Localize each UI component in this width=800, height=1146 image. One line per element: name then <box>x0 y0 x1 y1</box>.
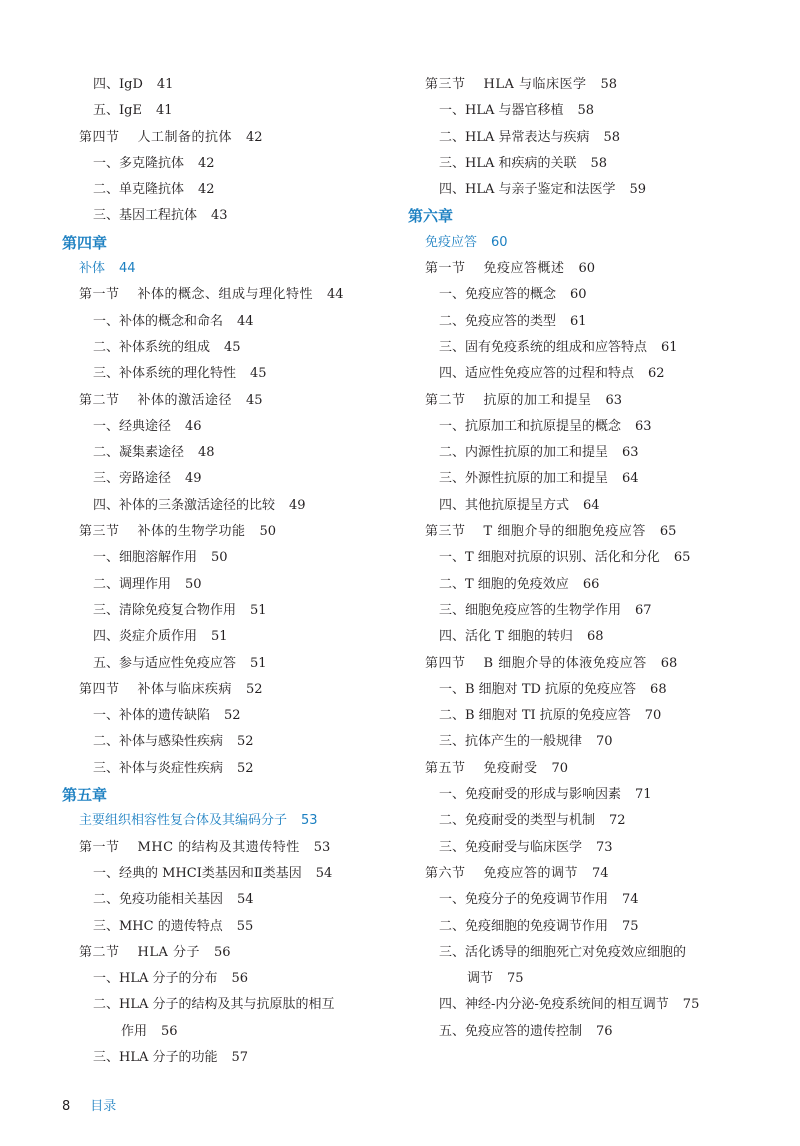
page-ref: 73 <box>596 839 613 855</box>
section-title: 补体的激活途径 <box>137 392 233 408</box>
toc-item-row <box>62 361 432 387</box>
section-title: HLA 分子 <box>137 944 201 960</box>
section-title: 免疫应答的调节 <box>483 865 579 881</box>
entry-title: 二、补体系统的组成 <box>93 339 211 355</box>
toc-item-row <box>408 440 778 466</box>
entry-title: 二、免疫耐受的类型与机制 <box>439 813 596 829</box>
page-ref: 43 <box>211 208 228 224</box>
section-label: 第二节 <box>425 392 466 408</box>
toc-item-row <box>62 151 432 177</box>
page-ref: 57 <box>231 1049 249 1065</box>
toc-item-row <box>62 572 432 598</box>
page-ref: 45 <box>250 366 267 382</box>
entry-title: 一、HLA 与器官移植 <box>439 103 564 119</box>
section-title: 抗原的加工和提呈 <box>483 392 592 408</box>
entry-title: 四、活化 T 细胞的转归 <box>439 629 573 645</box>
toc-item-row <box>408 282 778 308</box>
entry-title: 一、HLA 分子的分布 <box>93 971 218 987</box>
toc-right-column <box>408 72 778 1045</box>
page-ref: 49 <box>185 471 202 487</box>
toc-item-row <box>408 361 778 387</box>
entry-title: 一、经典途径 <box>93 418 172 434</box>
toc-item-row <box>62 703 432 729</box>
toc-section-row <box>62 125 432 151</box>
page-ref: 52 <box>237 760 254 776</box>
entry-title: 二、补体与感染性疾病 <box>93 734 224 750</box>
toc-section-row <box>408 388 778 414</box>
entry-title: 一、细胞溶解作用 <box>93 550 198 566</box>
toc-subject-row <box>408 230 778 256</box>
entry-title: 二、HLA 分子的结构及其与抗原肽的相互 <box>93 997 335 1013</box>
page-ref: 41 <box>155 103 173 119</box>
toc-section-row <box>408 756 778 782</box>
toc-item-row <box>62 335 432 361</box>
entry-title: 四、其他抗原提呈方式 <box>439 497 570 513</box>
toc-section-row <box>408 72 778 98</box>
entry-title: 三、旁路途径 <box>93 471 172 487</box>
toc-subject-row <box>62 808 432 834</box>
entry-title: 二、调理作用 <box>93 576 172 592</box>
section-title: 补体与临床疾病 <box>137 681 233 697</box>
toc-item-row <box>62 651 432 677</box>
toc-item-row <box>408 335 778 361</box>
page-ref: 50 <box>211 550 228 566</box>
section-title: 人工制备的抗体 <box>137 129 233 145</box>
section-title: 免疫应答概述 <box>483 261 565 277</box>
page-ref: 74 <box>592 865 609 881</box>
entry-title: 一、补体的概念和命名 <box>93 313 224 329</box>
entry-title: 一、补体的遗传缺陷 <box>93 708 211 724</box>
entry-title: 四、炎症介质作用 <box>93 629 198 645</box>
chapter-heading: 第六章 <box>408 207 454 226</box>
toc-chapter-row <box>62 782 432 808</box>
page-ref: 68 <box>660 655 678 671</box>
entry-title: 一、抗原加工和抗原提呈的概念 <box>439 418 622 434</box>
page-ref: 51 <box>250 602 267 618</box>
toc-item-row <box>408 729 778 755</box>
page-ref: 52 <box>224 708 241 724</box>
page-ref: 44 <box>327 287 344 303</box>
section-title: MHC 的结构及其遗传特性 <box>137 839 300 855</box>
page-ref: 41 <box>156 77 174 92</box>
toc-section-row <box>62 282 432 308</box>
entry-title: 二、内源性抗原的加工和提呈 <box>439 445 609 461</box>
page-ref: 48 <box>198 445 215 461</box>
section-label: 第六节 <box>425 865 466 881</box>
section-label: 第二节 <box>79 392 120 408</box>
toc-item-row <box>62 624 432 650</box>
toc-item-row <box>62 861 432 887</box>
section-label: 第二节 <box>79 944 120 960</box>
entry-title: 五、参与适应性免疫应答 <box>93 655 237 671</box>
entry-title: 一、B 细胞对 TD 抗原的免疫应答 <box>439 681 637 697</box>
toc-item-row <box>408 151 778 177</box>
toc-item-row <box>62 1045 432 1071</box>
entry-title: 一、经典的 MHCⅠ类基因和Ⅱ类基因 <box>93 865 302 881</box>
toc-section-row <box>408 256 778 282</box>
entry-title: 五、免疫应答的遗传控制 <box>439 1023 583 1039</box>
section-label: 第五节 <box>425 760 466 776</box>
page-ref: 51 <box>250 655 267 671</box>
page-ref: 44 <box>237 313 254 329</box>
toc-item-row <box>408 992 778 1018</box>
toc-item-row <box>62 414 432 440</box>
section-label: 第四节 <box>79 129 120 145</box>
toc-section-row <box>62 835 432 861</box>
page-ref: 68 <box>650 681 667 697</box>
page-ref: 58 <box>577 103 595 119</box>
toc-section-row <box>408 519 778 545</box>
page-ref: 53 <box>301 813 318 829</box>
toc-section-row <box>62 519 432 545</box>
toc-item-row <box>408 782 778 808</box>
entry-title: 一、T 细胞对抗原的识别、活化和分化 <box>439 550 660 566</box>
page-ref: 53 <box>313 839 331 855</box>
footer-label: 目录 <box>90 1099 117 1114</box>
page-ref: 58 <box>603 129 621 145</box>
toc-item-row <box>62 309 432 335</box>
entry-title: 三、清除免疫复合物作用 <box>93 602 237 618</box>
page-ref: 64 <box>583 497 600 513</box>
page-ref: 55 <box>236 918 254 934</box>
toc-item-row <box>408 677 778 703</box>
entry-title: 三、固有免疫系统的组成和应答特点 <box>439 339 648 355</box>
entry-title: 三、抗体产生的一般规律 <box>439 734 583 750</box>
entry-title: 二、单克隆抗体 <box>93 182 185 198</box>
page-ref: 44 <box>119 261 136 277</box>
toc-item-row <box>62 545 432 571</box>
entry-title: 二、B 细胞对 TI 抗原的免疫应答 <box>439 708 631 724</box>
toc-item-row <box>62 966 432 992</box>
section-label: 第三节 <box>79 524 120 540</box>
page-ref: 58 <box>600 77 618 92</box>
page-ref: 68 <box>586 629 604 645</box>
toc-item-row <box>62 729 432 755</box>
toc-item-row <box>408 887 778 913</box>
toc-item-row <box>408 624 778 650</box>
entry-title: 二、免疫应答的类型 <box>439 313 557 329</box>
entry-title: 一、免疫分子的免疫调节作用 <box>439 892 609 908</box>
entry-title: 四、神经-内分泌-免疫系统间的相互调节 <box>439 997 669 1013</box>
page-ref: 60 <box>578 261 596 277</box>
toc-section-row <box>408 861 778 887</box>
entry-title: 五、IgE <box>93 103 142 119</box>
entry-title: 补体 <box>79 261 106 277</box>
entry-title: 三、补体系统的理化特性 <box>93 366 237 382</box>
page-ref: 60 <box>491 234 508 250</box>
page-footer <box>62 1096 116 1118</box>
page-ref: 63 <box>622 445 639 461</box>
section-title: B 细胞介导的体液免疫应答 <box>483 655 647 671</box>
page-ref: 63 <box>635 418 652 434</box>
toc-item-row <box>408 703 778 729</box>
toc-item-row <box>408 177 778 203</box>
toc-item-row <box>62 203 432 229</box>
entry-title: 二、免疫功能相关基因 <box>93 892 224 908</box>
entry-title: 二、HLA 异常表达与疾病 <box>439 129 590 145</box>
entry-title: 三、免疫耐受与临床医学 <box>439 839 583 855</box>
entry-title: 三、细胞免疫应答的生物学作用 <box>439 602 622 618</box>
toc-item-row <box>408 493 778 519</box>
page-ref: 64 <box>622 471 639 487</box>
toc-subject-row <box>62 256 432 282</box>
page-ref: 63 <box>605 392 623 408</box>
toc-item-row <box>62 177 432 203</box>
page-ref: 54 <box>237 892 254 908</box>
toc-item-row <box>408 835 778 861</box>
page-ref: 46 <box>185 418 202 434</box>
toc-item-row <box>62 914 432 940</box>
section-title: HLA 与临床医学 <box>483 77 587 92</box>
entry-title: 一、免疫应答的概念 <box>439 287 557 303</box>
toc-item-row <box>408 914 778 940</box>
page-ref: 70 <box>551 760 569 776</box>
toc-chapter-row <box>62 230 432 256</box>
section-label: 第四节 <box>79 681 120 697</box>
toc-chapter-row <box>408 203 778 229</box>
section-label: 第一节 <box>79 287 120 303</box>
section-label: 第一节 <box>425 261 466 277</box>
section-label: 第三节 <box>425 524 466 540</box>
page-ref: 42 <box>198 182 215 198</box>
page-ref: 75 <box>507 971 524 987</box>
page-ref: 74 <box>622 892 639 908</box>
page-ref: 72 <box>609 813 626 829</box>
page-ref: 75 <box>682 997 700 1013</box>
entry-title: 三、外源性抗原的加工和提呈 <box>439 471 609 487</box>
page-ref: 70 <box>644 708 662 724</box>
entry-title: 一、多克隆抗体 <box>93 155 185 171</box>
entry-title: 三、HLA 和疾病的关联 <box>439 155 577 171</box>
page-ref: 51 <box>211 629 228 645</box>
entry-title: 二、凝集素途径 <box>93 445 185 461</box>
page-ref: 62 <box>648 366 665 382</box>
section-title: 补体的生物学功能 <box>137 524 246 540</box>
entry-title: 三、HLA 分子的功能 <box>93 1049 218 1065</box>
page-ref: 45 <box>224 339 241 355</box>
page-ref: 58 <box>590 155 608 171</box>
page-ref: 71 <box>635 787 652 803</box>
page-ref: 66 <box>582 576 600 592</box>
section-label: 第一节 <box>79 839 120 855</box>
toc-item-row <box>62 98 432 124</box>
toc-item-row <box>408 598 778 624</box>
entry-title: 三、活化诱导的细胞死亡对免疫效应细胞的 <box>439 944 687 960</box>
toc-item-row <box>62 440 432 466</box>
toc-item-row <box>408 466 778 492</box>
toc-item-row <box>62 72 432 98</box>
toc-item-row <box>408 98 778 124</box>
toc-item-row <box>408 940 778 966</box>
entry-title: 三、MHC 的遗传特点 <box>93 918 223 934</box>
entry-title: 免疫应答 <box>425 234 478 250</box>
section-label: 第三节 <box>425 77 466 92</box>
page-ref: 56 <box>161 1023 178 1039</box>
page-ref: 61 <box>570 313 587 329</box>
toc-item-row <box>408 545 778 571</box>
entry-title: 四、HLA 与亲子鉴定和法医学 <box>439 182 616 198</box>
page-ref: 60 <box>570 287 587 303</box>
page-ref: 50 <box>185 576 202 592</box>
page-ref: 49 <box>289 497 306 513</box>
page-ref: 52 <box>246 681 263 697</box>
toc-cont-row <box>62 1019 432 1045</box>
toc-item-row <box>408 309 778 335</box>
page-ref: 56 <box>214 944 231 960</box>
page-ref: 75 <box>622 918 639 934</box>
entry-title: 三、基因工程抗体 <box>93 208 198 224</box>
toc-item-row <box>62 598 432 624</box>
page-ref: 42 <box>198 155 215 171</box>
toc-item-row <box>408 1019 778 1045</box>
toc-cont-row <box>408 966 778 992</box>
entry-title: 四、IgD <box>93 77 143 92</box>
page-ref: 52 <box>237 734 254 750</box>
chapter-heading: 第五章 <box>62 786 108 805</box>
entry-title: 三、补体与炎症性疾病 <box>93 760 224 776</box>
page-ref: 65 <box>659 524 677 540</box>
page-ref: 76 <box>596 1023 613 1039</box>
toc-item-row <box>408 808 778 834</box>
toc-item-row <box>62 756 432 782</box>
section-title: 补体的概念、组成与理化特性 <box>137 287 314 303</box>
page-ref: 54 <box>315 865 333 881</box>
toc-section-row <box>62 388 432 414</box>
entry-title: 主要组织相容性复合体及其编码分子 <box>79 813 288 829</box>
page-ref: 65 <box>673 550 691 566</box>
page-ref: 42 <box>246 129 263 145</box>
toc-item-row <box>408 414 778 440</box>
section-title: T 细胞介导的细胞免疫应答 <box>483 524 646 540</box>
toc-item-row <box>62 887 432 913</box>
toc-item-row <box>62 466 432 492</box>
entry-title: 四、适应性免疫应答的过程和特点 <box>439 366 635 382</box>
page-ref: 45 <box>246 392 263 408</box>
entry-title: 二、免疫细胞的免疫调节作用 <box>439 918 609 934</box>
toc-item-row <box>62 992 432 1018</box>
entry-title: 一、免疫耐受的形成与影响因素 <box>439 787 622 803</box>
section-title: 免疫耐受 <box>483 760 538 776</box>
toc-item-row <box>62 493 432 519</box>
chapter-heading: 第四章 <box>62 233 108 252</box>
toc-section-row <box>408 651 778 677</box>
page-ref: 67 <box>635 602 652 618</box>
page-ref: 61 <box>661 339 678 355</box>
toc-section-row <box>62 677 432 703</box>
entry-title: 二、T 细胞的免疫效应 <box>439 576 569 592</box>
page-ref: 70 <box>596 734 613 750</box>
page-ref: 56 <box>231 971 249 987</box>
entry-title: 调节 <box>467 971 494 987</box>
section-label: 第四节 <box>425 655 466 671</box>
toc-item-row <box>408 125 778 151</box>
toc-section-row <box>62 940 432 966</box>
page-ref: 50 <box>259 524 277 540</box>
page-ref: 59 <box>629 182 647 198</box>
toc-left-column <box>62 72 432 1071</box>
entry-title: 作用 <box>121 1023 148 1039</box>
page-number: 8 <box>62 1099 71 1114</box>
entry-title: 四、补体的三条激活途径的比较 <box>93 497 276 513</box>
toc-item-row <box>408 572 778 598</box>
